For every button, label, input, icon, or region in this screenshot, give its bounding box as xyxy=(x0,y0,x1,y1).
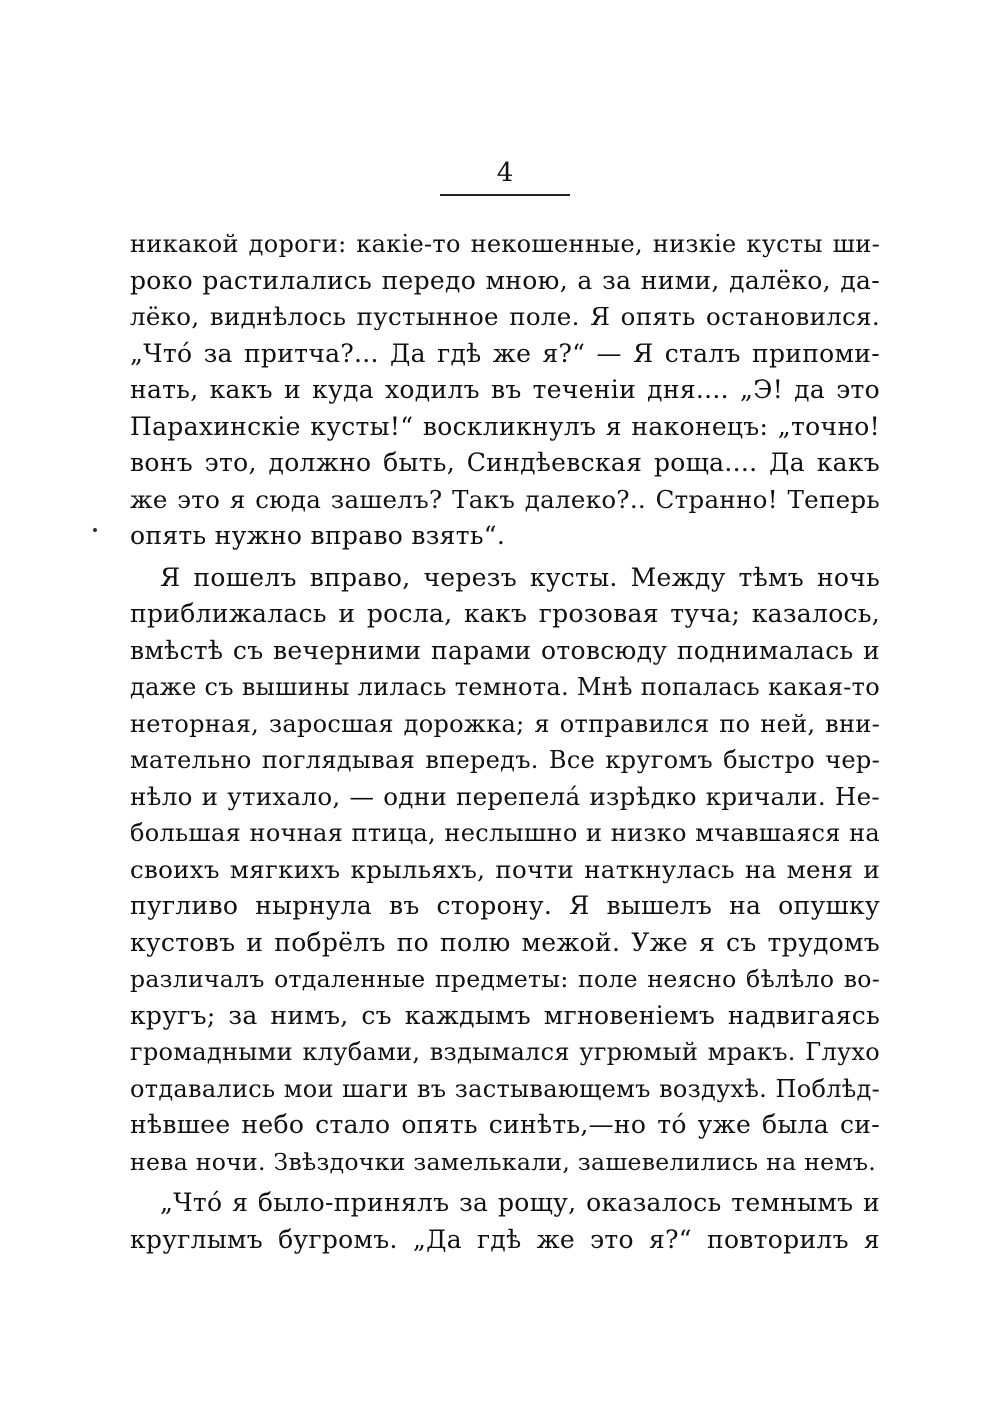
text-line: неторная, заросшая дорожка; я отправился по ней, вни- xyxy=(130,709,880,738)
ink-speck xyxy=(92,527,97,532)
text-line: „Чтó за притча?... Да гдѣ же я?“ — Я сталъ припоми- xyxy=(130,338,880,368)
text-line: вмѣстѣ съ вечерними парами отовсюду поднималась и xyxy=(130,635,880,665)
text-line: различалъ отдаленные предметы: поле неясно бѣлѣло во- xyxy=(130,965,880,993)
body-text xyxy=(130,226,880,1258)
text-line: даже съ вышины лилась темнота. Мнѣ попалась какая-то xyxy=(130,673,880,701)
text-line: нѣвшее небо стало опять синѣть,—но тó уже была си- xyxy=(130,1110,880,1139)
text-line: приближалась и росла, какъ грозовая туча; казалось, xyxy=(130,599,880,628)
text-line: отдавались мои шаги въ застывающемъ воздухѣ. Поблѣд- xyxy=(130,1074,880,1103)
text-line: Я пошелъ вправо, черезъ кусты. Между тѣмъ ночь xyxy=(160,562,880,592)
paragraph xyxy=(130,1185,880,1258)
text-line: пугливо нырнула въ сторону. Я вышелъ на опушку xyxy=(130,891,880,920)
text-line: нева ночи. Звѣздочки замелькали, зашевелились на немъ. xyxy=(130,1147,876,1176)
paragraph xyxy=(130,560,880,1181)
text-line: кругъ; за нимъ, съ каждымъ мгновеніемъ надвигаясь xyxy=(130,1000,880,1030)
text-line: нать, какъ и куда ходилъ въ теченіи дня.... „Э! да это xyxy=(130,375,880,404)
text-line: большая ночная птица, неслышно и низко мчавшаяся на xyxy=(130,819,880,847)
page-number-rule xyxy=(440,194,570,196)
text-line: опять нужно вправо взять“. xyxy=(130,521,506,550)
text-line: круглымъ бугромъ. „Да гдѣ же это я?“ повторилъ я xyxy=(130,1224,880,1254)
text-line: никакой дороги: какіе-то некошенные, низкіе кусты ши- xyxy=(130,230,880,258)
text-line: вонъ это, должно быть, Синдѣевская роща.... Да какъ xyxy=(130,448,880,477)
text-line: своихъ мягкихъ крыльяхъ, почти наткнулась на меня и xyxy=(130,854,880,884)
text-line: же это я сюда зашелъ? Такъ далеко?.. Странно! Теперь xyxy=(130,484,880,514)
text-line: роко растилались передо мною, а за ними, далёко, да- xyxy=(130,265,880,295)
text-line: „Чтó я было-принялъ за рощу, оказалось темнымъ и xyxy=(160,1188,880,1217)
text-line: мательно поглядывая впередъ. Все кругомъ быстро чер- xyxy=(130,746,880,774)
page-number: 4 xyxy=(496,158,514,188)
text-line: Парахинскіе кусты!“ воскликнулъ я наконецъ: „точно! xyxy=(130,411,880,441)
text-line: громадными клубами, вздымался угрюмый мракъ. Глухо xyxy=(130,1038,880,1066)
text-line: кустовъ и побрёлъ по полю межой. Уже я съ трудомъ xyxy=(130,927,880,957)
text-line: нѣло и утихало, — одни перепелá изрѣдко кричали. Не- xyxy=(130,781,880,811)
text-line: лёко, виднѣлось пустынное поле. Я опять остановился. xyxy=(130,302,880,331)
paragraph xyxy=(130,226,880,555)
